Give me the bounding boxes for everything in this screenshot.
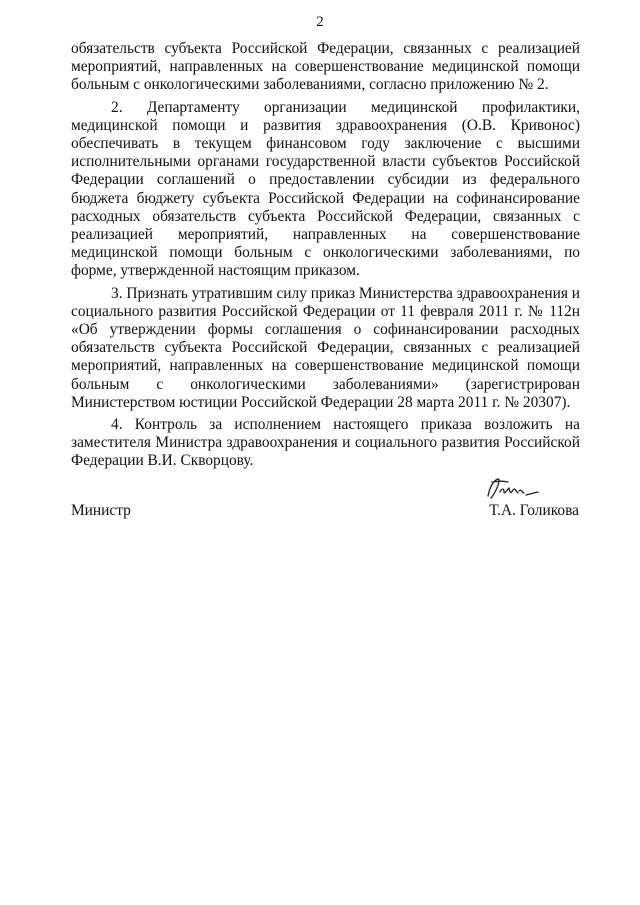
handwritten-signature	[482, 476, 546, 502]
paragraph-item-3: 3. Признать утратившим силу приказ Министерства здравоохранения и социального развития Российской Федерации от 11 февраля 2011 г. № 112н «Об утверждении формы соглашения о софинансировании расходных обязательств субъекта Российской Федерации, связанных с реализацией мероприятий, направленных на совершенствование медицинской помощи больным с онкологическими заболеваниями» (зарегистрирован Министерством юстиции Российской Федерации 28 марта 2011 г. № 20307).	[71, 284, 580, 411]
signatory-position: Министр	[71, 502, 131, 519]
page-number: 2	[316, 14, 324, 30]
document-body	[71, 40, 580, 471]
paragraph-item-2: 2. Департаменту организации медицинской профилактики, медицинской помощи и развития здравоохранения (О.В. Кривонос) обеспечивать в текущем финансовом году заключение с высшими исполнительными органами государственной власти субъектов Российской Федерации соглашений о предоставлении субсидии из федерального бюджета бюджету субъекта Российской Федерации на софинансирование расходных обязательств субъекта Российской Федерации, связанных с реализацией мероприятий, направленных на совершенствование медицинской помощи больным с онкологическими заболеваниями, по форме, утвержденной настоящим приказом.	[71, 98, 580, 280]
paragraph-item-4: 4. Контроль за исполнением настоящего приказа возложить на заместителя Министра здравоохранения и социального развития Российской Федерации В.И. Скворцову.	[71, 416, 580, 470]
signer-name: Т.А. Голикова	[489, 502, 579, 519]
paragraph-continuation: обязательств субъекта Российской Федерации, связанных с реализацией мероприятий, направленных на совершенствование медицинской помощи больным с онкологическими заболеваниями, согласно приложению № 2.	[71, 40, 580, 94]
